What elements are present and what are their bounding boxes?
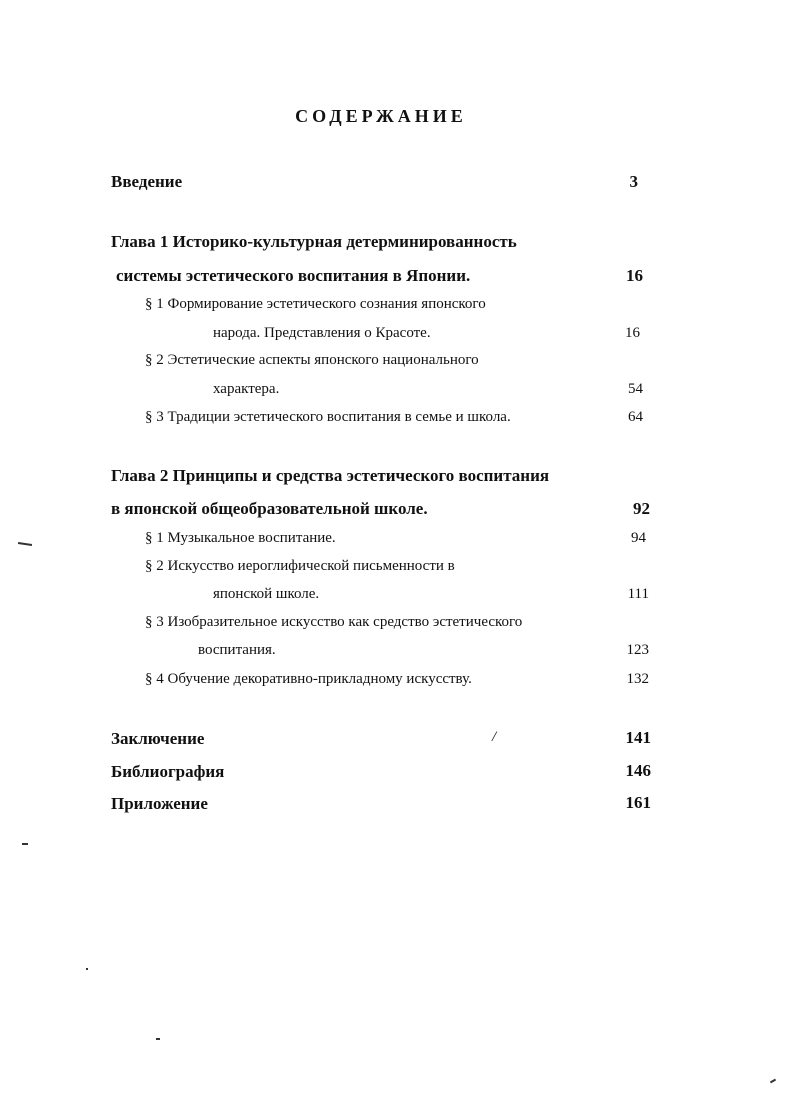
stray-slash-mark: / bbox=[492, 729, 497, 745]
chapter1-section3-line1: § 3 Традиции эстетического воспитания в семье и школа. bbox=[145, 409, 511, 425]
toc-page-intro: 3 bbox=[629, 172, 638, 191]
chapter2-section3-page: 123 bbox=[626, 642, 649, 658]
chapter1-section2-line2: характера. bbox=[213, 381, 280, 397]
chapter1-heading-line1: Глава 1 Историко-культурная детерминированность bbox=[111, 232, 517, 251]
chapter2-section3-line2: воспитания. bbox=[198, 642, 276, 658]
chapter1-section2-page: 54 bbox=[628, 381, 643, 397]
chapter2-section1-page: 94 bbox=[631, 530, 646, 546]
scan-speck bbox=[86, 968, 88, 970]
scan-speck bbox=[22, 843, 28, 845]
chapter1-section2-line1: § 2 Эстетические аспекты японского национального bbox=[145, 352, 479, 368]
chapter1-section3-page: 64 bbox=[628, 409, 643, 425]
toc-page-appendix: 161 bbox=[625, 793, 651, 812]
toc-title: СОДЕРЖАНИЕ bbox=[295, 106, 467, 126]
chapter2-section4-page: 132 bbox=[626, 671, 649, 687]
chapter1-page: 16 bbox=[626, 266, 643, 285]
chapter2-section2-line1: § 2 Искусство иероглифической письменности в bbox=[145, 558, 455, 574]
chapter2-heading-line2: в японской общеобразовательной школе. bbox=[111, 499, 428, 518]
scan-speck bbox=[156, 1038, 160, 1040]
toc-page-conclusion: 141 bbox=[625, 728, 651, 747]
chapter2-section1-line1: § 1 Музыкальное воспитание. bbox=[145, 530, 336, 546]
chapter2-section2-page: 111 bbox=[627, 586, 649, 602]
toc-entry-conclusion: Заключение bbox=[111, 729, 205, 748]
toc-entry-bibliography: Библиография bbox=[111, 762, 225, 781]
scan-speck bbox=[770, 1079, 776, 1084]
chapter2-section4-line1: § 4 Обучение декоративно-прикладному искусству. bbox=[145, 671, 472, 687]
chapter2-section3-line1: § 3 Изобразительное искусство как средство эстетического bbox=[145, 614, 523, 630]
chapter1-heading-line2: системы эстетического воспитания в Японии. bbox=[116, 266, 471, 285]
chapter2-section2-line2: японской школе. bbox=[213, 586, 320, 602]
chapter1-section1-page: 16 bbox=[625, 325, 640, 341]
chapter1-section1-line2: народа. Представления о Красоте. bbox=[213, 325, 431, 341]
toc-entry-intro: Введение bbox=[111, 172, 183, 191]
chapter2-page: 92 bbox=[633, 499, 650, 518]
scan-speck bbox=[18, 542, 32, 546]
chapter1-section1-line1: § 1 Формирование эстетического сознания японского bbox=[145, 296, 486, 312]
toc-entry-appendix: Приложение bbox=[111, 794, 208, 813]
toc-page-bibliography: 146 bbox=[625, 761, 651, 780]
chapter2-heading-line1: Глава 2 Принципы и средства эстетического воспитания bbox=[111, 466, 550, 485]
